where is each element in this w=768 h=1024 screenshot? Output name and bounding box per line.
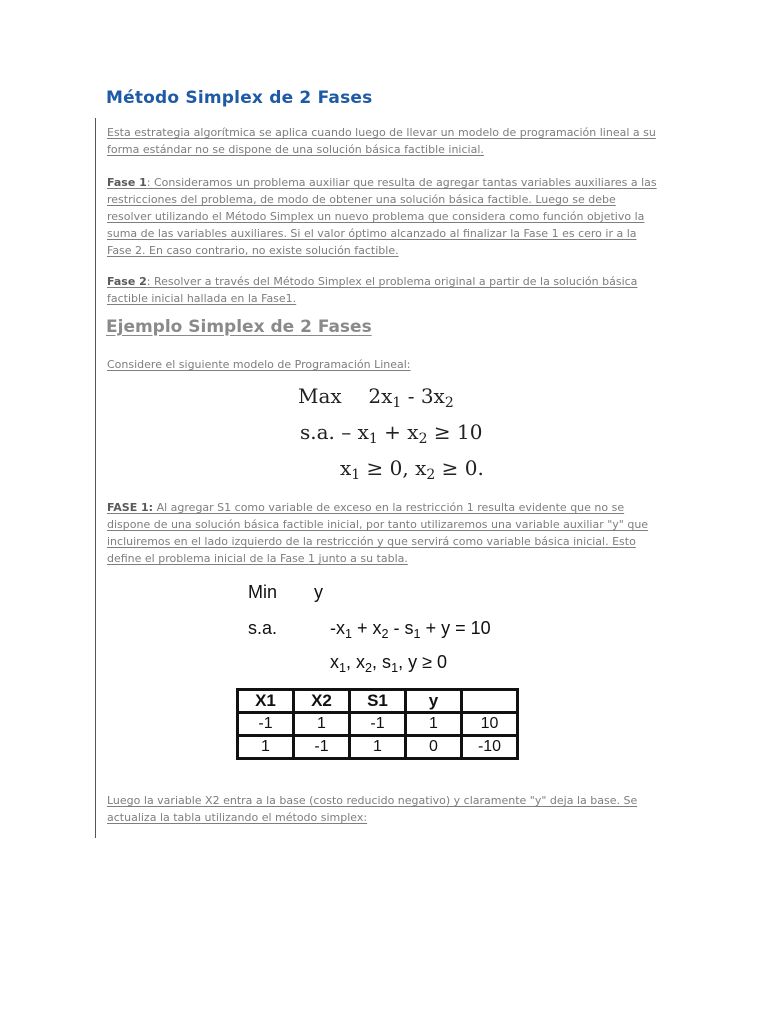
fase2-text: : Resolver a través del Método Simplex el problema original a partir de la solución básica factible inicial hallada en la Fase1. <box>107 275 638 305</box>
table-cell: -1 <box>238 713 294 736</box>
table-cell: -10 <box>462 736 518 759</box>
intro-section <box>107 124 663 158</box>
table-row <box>238 736 518 759</box>
table-cell: 1 <box>406 713 462 736</box>
table-cell: -1 <box>294 736 350 759</box>
header-x2: X2 <box>294 690 350 713</box>
table-cell: 10 <box>462 713 518 736</box>
constraint-1: – $x_1 + x_2 \ge 10$ <box>341 420 483 447</box>
fase2-paragraph[interactable] <box>107 273 663 307</box>
fase1-label: Fase 1 <box>107 176 147 189</box>
header-y: y <box>406 690 462 713</box>
example-heading: Ejemplo Simplex de 2 Fases <box>106 317 372 337</box>
example-intro[interactable]: Considere el siguiente modelo de Programación Lineal: <box>107 358 411 371</box>
phase1-constraint: $-x_1 + x_2 - s_1 + y = 10$ <box>330 618 491 641</box>
header-x1: X1 <box>238 690 294 713</box>
fase1-detail-paragraph[interactable] <box>107 499 663 567</box>
intro-paragraph[interactable]: Esta estrategia algorítmica se aplica cuando luego de llevar un modelo de programación lineal a su forma estándar no se dispone de una solución básica factible inicial. <box>107 126 656 156</box>
phase1-sa-label: s.a. <box>248 618 278 638</box>
page-title: Método Simplex de 2 Fases <box>106 88 373 108</box>
header-s1: S1 <box>350 690 406 713</box>
phase1-nonnegativity: $x_1$, $x_2$, $s_1$, y ≥ 0 <box>330 652 447 675</box>
fase2-label: Fase 2 <box>107 275 147 288</box>
table-cell: 0 <box>406 736 462 759</box>
phase1-objective: y <box>314 582 323 602</box>
fase1-detail-label: FASE 1: <box>107 501 154 514</box>
table-row <box>238 713 518 736</box>
sa-label: s.a. <box>300 420 335 444</box>
fase1-paragraph[interactable] <box>107 174 663 259</box>
closing-paragraph[interactable]: Luego la variable X2 entra a la base (costo reducido negativo) y claramente "y" deja la base. Se actualiza la tabla utilizando el método simplex: <box>107 794 638 824</box>
header-rhs <box>462 690 518 713</box>
table-cell: 1 <box>350 736 406 759</box>
table-header-row <box>238 690 518 713</box>
max-label: Max <box>298 384 342 408</box>
objective-function: $2x_1 - 3x_2$ <box>368 384 454 411</box>
nonnegativity-constraint: $x_1 \ge 0$, $x_2 \ge 0$. <box>340 456 484 483</box>
simplex-table <box>236 688 519 760</box>
table-cell: -1 <box>350 713 406 736</box>
left-border-rule <box>95 118 96 838</box>
fase1-detail-text: Al agregar S1 como variable de exceso en la restricción 1 resulta evidente que no se dispone de una solución básica factible inicial, por tanto utilizaremos una variable auxiliar "y" que incluiremos en el lado izquierdo de la restricción y que servirá como variable básica inicial. Esto define el problema inicial de la Fase 1 junto a su tabla. <box>107 501 649 565</box>
fase1-text: : Consideramos un problema auxiliar que resulta de agregar tantas variables auxiliares a las restricciones del problema, de modo de obtener una solución básica factible. Luego se debe resolver utilizando el Método Simplex un nuevo problema que considera como función objetivo la suma de las variables auxiliares. Si el valor óptimo alcanzado al finalizar la Fase 1 es cero ir a la Fase 2. En caso contrario, no existe solución factible. <box>107 176 657 257</box>
min-label: Min <box>248 582 278 602</box>
table-cell: 1 <box>238 736 294 759</box>
table-cell: 1 <box>294 713 350 736</box>
